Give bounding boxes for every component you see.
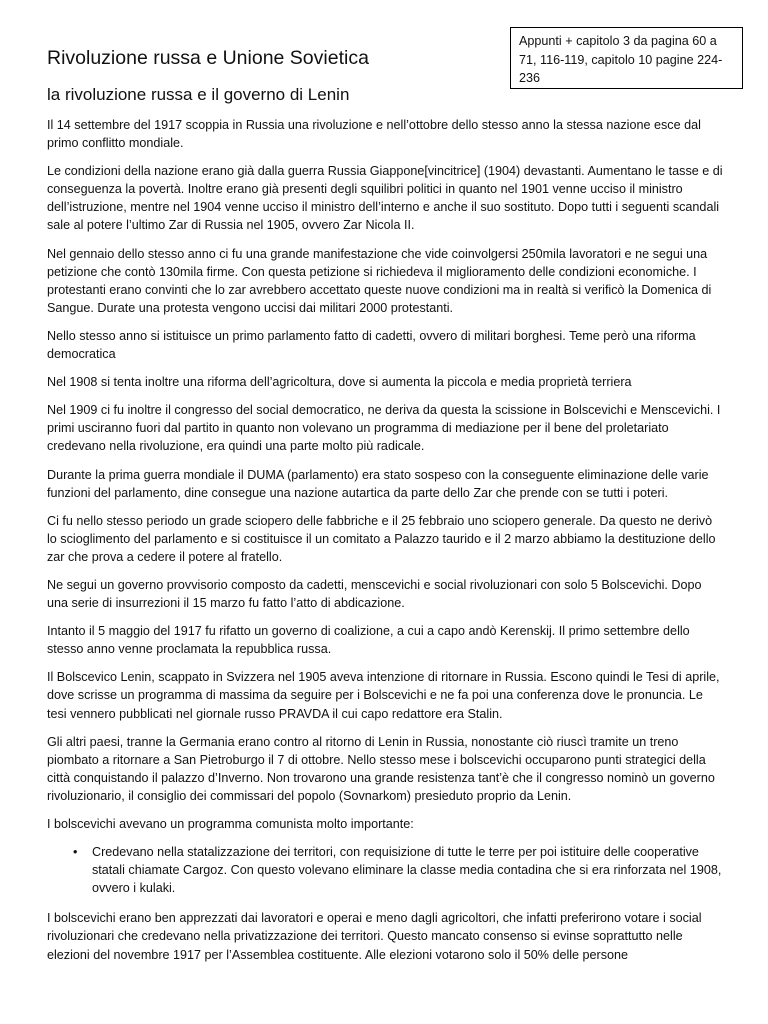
paragraph: Il 14 settembre del 1917 scoppia in Russia una rivoluzione e nell’ottobre dello stesso anno la stessa nazione esce dal primo conflitto mondiale. <box>47 118 701 151</box>
paragraph: Nel 1908 si tenta inoltre una riforma dell’agricoltura, dove si aumenta la piccola e media proprietà terriera <box>47 375 632 390</box>
paragraph: Nel gennaio dello stesso anno ci fu una grande manifestazione che vide coinvolgersi 250mila lavoratori e ne segui una petizione che contò 130mila firme. Con questa petizione si richiedeva il miglioramento delle condizioni economiche. I protestanti erano convinti che lo zar avrebbero accettato queste nuove condizioni ma in realtà si verificò la Domenica di Sangue. Durate una protesta vengono uccisi dai militari 2000 protestanti. <box>47 246 712 315</box>
paragraph: Durante la prima guerra mondiale il DUMA (parlamento) era stato sospeso con la conseguente eliminazione delle varie funzioni del parlamento, dine consegue una nazione autartica da parte dello Zar che prende con se tutti i poteri. <box>47 467 709 500</box>
paragraph: Intanto il 5 maggio del 1917 fu rifatto un governo di coalizione, a cui a capo andò Kerenskij. Il primo settembre dello stesso anno venne proclamata la repubblica russa. <box>47 624 690 657</box>
paragraph: I bolscevichi erano ben apprezzati dai lavoratori e operai e meno dagli agricoltori, che infatti preferirono votare i social rivoluzionari che credevano nella privatizzazione dei territori. Questo mancato consenso si evinse soprattutto nelle elezioni del novembre 1917 per l’Assemblea costituente. Alle elezioni votarono solo il 50% delle persone <box>47 911 702 962</box>
paragraph: Ne segui un governo provvisorio composto da cadetti, menscevichi e social rivoluzionari con solo 5 Bolscevichi. Dopo una serie di insurrezioni il 15 marzo fu fatto l’atto di abdicazione. <box>47 577 702 611</box>
paragraph: Il Bolscevico Lenin, scappato in Svizzera nel 1905 aveva intenzione di ritornare in Russia. Escono quindi le Tesi di aprile, dove scrisse un programma di massima da seguire per i Bolscevichi e ne fa poi una conferenza dove le pronuncia. Le tesi vennero pubblicati nel giornale russo PRAVDA il cui capo redattore era Stalin. <box>47 670 720 721</box>
chapter-reference-note: Appunti + capitolo 3 da pagina 60 a 71, 116-119, capitolo 10 pagine 224-236 <box>510 27 743 89</box>
list-item-text: Credevano nella statalizzazione dei territori, con requisizione di tutte le terre per poi istituire delle cooperative statali chiamate Cargoz. Con questo volevano eliminare la classe media contadina che si era rinforzata nel 1908, ovvero i kulaki. <box>92 845 722 896</box>
bullet-list <box>47 843 723 897</box>
paragraph: Nel 1909 ci fu inoltre il congresso del social democratico, ne deriva da questa la scissione in Bolscevichi e Menscevichi. I primi usciranno fuori dal partito in quanto non volevano un programma di mediazione per il bene del proletariato credevano nella rivoluzione, era quindi una parte molto più radicale. <box>47 403 721 454</box>
list-item <box>73 843 723 897</box>
document-subtitle: la rivoluzione russa e il governo di Lenin <box>47 85 350 104</box>
paragraph: I bolscevichi avevano un programma comunista molto importante: <box>47 817 414 831</box>
document-title: Rivoluzione russa e Unione Sovietica <box>47 47 369 69</box>
paragraph: Gli altri paesi, tranne la Germania erano contro al ritorno di Lenin in Russia, nonostante ciò riuscì tramite un treno piombato a ritornare a San Pietroburgo il 7 di ottobre. Nello stesso mese i bolscevichi occuparono punti strategici della città conquistando il palazzo d’Inverno. Non trovarono una grande resistenza tant’è che il congresso nominò un governo rivoluzionario, il consiglio dei commissari del popolo (Sovnarkom) presieduto proprio da Lenin. <box>47 734 715 803</box>
document-body <box>47 116 723 974</box>
paragraph: Nello stesso anno si istituisce un primo parlamento fatto di cadetti, ovvero di militari borghesi. Teme però una riforma democratica <box>47 328 696 362</box>
paragraph: Le condizioni della nazione erano già dalla guerra Russia Giappone[vincitrice] (1904) devastanti. Aumentano le tasse e di conseguenza la povertà. Inoltre erano già presenti degli squilibri politici in quanto nel 1901 venne ucciso il ministro dell’istruzione, mentre nel 1904 venne ucciso il ministro dell’interno e anche il suo sostituto. Dopo tutti i seguenti scandali sale al potere l’ultimo Zar di Russia nel 1905, ovvero Zar Nicola II. <box>47 164 723 233</box>
paragraph: Ci fu nello stesso periodo un grade sciopero delle fabbriche e il 25 febbraio uno sciopero generale. Da questo ne derivò lo scioglimento del parlamento e si costituisce il un comitato a Palazzo taurido e il 2 marzo abbiamo la destituzione dello zar che prova a cedere il potere al fratello. <box>47 513 716 564</box>
bullet-icon: • <box>73 845 78 860</box>
